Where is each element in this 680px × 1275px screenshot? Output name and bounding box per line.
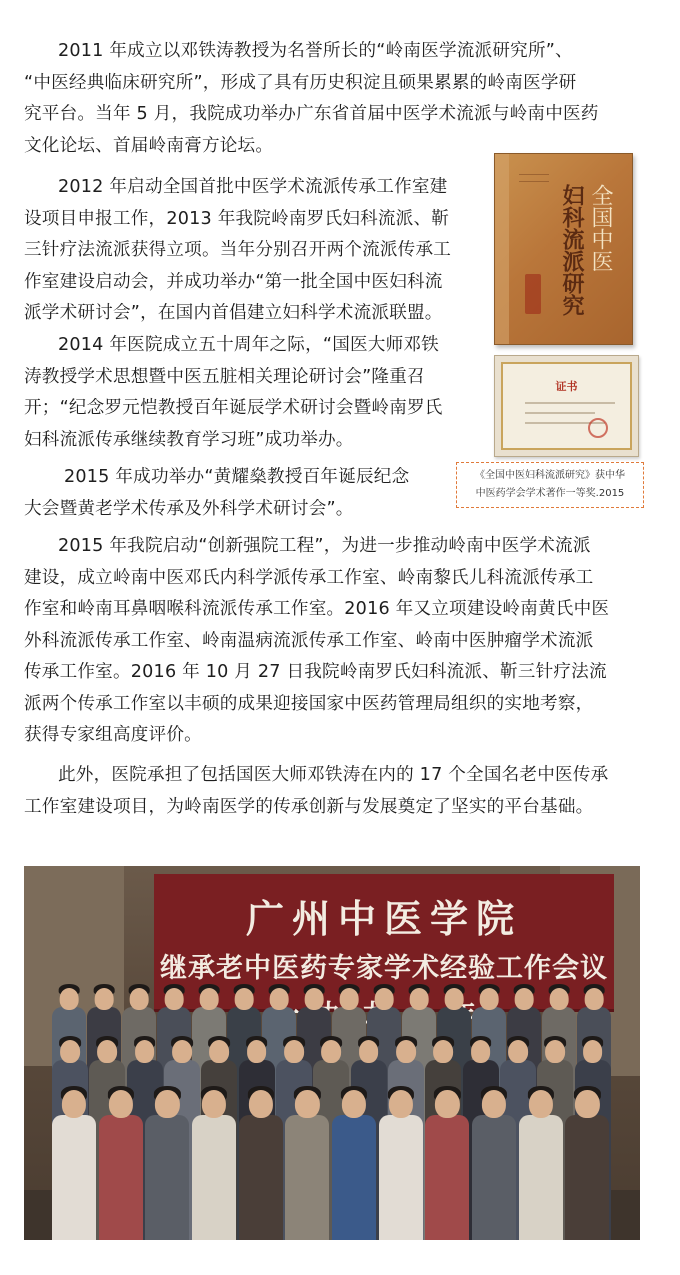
person-figure bbox=[519, 1088, 563, 1240]
person-head bbox=[359, 1040, 379, 1063]
person-head bbox=[135, 1040, 155, 1063]
person-head bbox=[435, 1090, 459, 1118]
paragraph-line: 文化论坛、首届岭南膏方论坛。 bbox=[24, 135, 274, 156]
paragraph-line: 妇科流派传承继续教育学习班”成功举办。 bbox=[24, 429, 354, 450]
person-figure bbox=[472, 1088, 516, 1240]
certificate-frame bbox=[501, 362, 632, 450]
paragraph-6 bbox=[24, 760, 608, 823]
person-body bbox=[379, 1115, 423, 1240]
person-figure bbox=[145, 1088, 189, 1240]
person-head bbox=[515, 988, 534, 1010]
paragraph-2 bbox=[24, 172, 451, 330]
person-body bbox=[52, 1115, 96, 1240]
person-body bbox=[145, 1115, 189, 1240]
paragraph-line: 作室和岭南耳鼻咽喉科流派传承工作室。2016 年又立项建设岭南黄氏中医 bbox=[24, 599, 610, 619]
person-head bbox=[60, 988, 79, 1010]
person-head bbox=[155, 1090, 179, 1118]
person-head bbox=[529, 1090, 553, 1118]
paragraph-line: 2014 年医院成立五十周年之际，“国医大师邓铁 bbox=[58, 335, 439, 355]
person-head bbox=[340, 988, 359, 1010]
paragraph-line: 派学术研讨会”，在国内首倡建立妇科学术流派联盟。 bbox=[24, 303, 443, 323]
person-head bbox=[545, 1040, 565, 1063]
person-body bbox=[192, 1115, 236, 1240]
certificate-text-line bbox=[525, 402, 615, 404]
paragraph-line: 三针疗法流派获得立项。当年分别召开两个流派传承工 bbox=[24, 240, 452, 260]
paragraph-5 bbox=[24, 531, 609, 752]
person-figure bbox=[379, 1088, 423, 1240]
paragraph-line: 开；“纪念罗元恺教授百年诞辰学术研讨会暨岭南罗氏 bbox=[24, 398, 443, 418]
person-head bbox=[95, 988, 114, 1010]
person-head bbox=[583, 1040, 603, 1063]
person-body bbox=[99, 1115, 143, 1240]
paragraph-line: 获得专家组高度评价。 bbox=[24, 725, 202, 745]
person-figure bbox=[285, 1088, 329, 1240]
person-head bbox=[284, 1040, 304, 1063]
caption-line-1: 《全国中医妇科流派研究》获中华 bbox=[475, 470, 625, 481]
caption-line-2: 中医药学会学术著作一等奖.2015 bbox=[475, 488, 625, 499]
person-head bbox=[508, 1040, 528, 1063]
person-head bbox=[200, 988, 219, 1010]
person-body bbox=[565, 1115, 609, 1240]
person-head bbox=[396, 1040, 416, 1063]
person-body bbox=[239, 1115, 283, 1240]
person-head bbox=[480, 988, 499, 1010]
person-head bbox=[471, 1040, 491, 1063]
person-head bbox=[305, 988, 324, 1010]
person-figure bbox=[565, 1088, 609, 1240]
person-head bbox=[62, 1090, 86, 1118]
paragraph-line: 2012 年启动全国首批中医学术流派传承工作室建 bbox=[58, 177, 448, 197]
paragraph-line: 2015 年成功举办“黄耀燊教授百年诞辰纪念 bbox=[64, 467, 410, 487]
person-head bbox=[249, 1090, 273, 1118]
person-head bbox=[130, 988, 149, 1010]
person-head bbox=[410, 988, 429, 1010]
book-title-main: 全国中医 bbox=[588, 184, 613, 272]
person-head bbox=[575, 1090, 599, 1118]
certificate-seal bbox=[588, 418, 608, 438]
banner-subtitle: 继承老中医药专家学术经验工作会议 bbox=[160, 953, 608, 984]
person-figure bbox=[425, 1088, 469, 1240]
paragraph-line: 传承工作室。2016 年 10 月 27 日我院岭南罗氏妇科流派、靳三针疗法流 bbox=[24, 662, 607, 682]
person-body bbox=[285, 1115, 329, 1240]
person-figure bbox=[192, 1088, 236, 1240]
paragraph-line: 涛教授学术思想暨中医五脏相关理论研讨会”隆重召 bbox=[24, 366, 425, 387]
person-head bbox=[321, 1040, 341, 1063]
person-head bbox=[109, 1090, 133, 1118]
person-head bbox=[295, 1090, 319, 1118]
person-head bbox=[445, 988, 464, 1010]
person-body bbox=[519, 1115, 563, 1240]
person-head bbox=[342, 1090, 366, 1118]
paragraph-line: 大会暨黄老学术传承及外科学术研讨会”。 bbox=[24, 498, 354, 519]
certificate-title: 证书 bbox=[555, 380, 578, 393]
person-head bbox=[172, 1040, 192, 1063]
person-head bbox=[482, 1090, 506, 1118]
person-head bbox=[235, 988, 254, 1010]
paragraph-line: 究平台。当年 5 月，我院成功举办广东省首届中医学术流派与岭南中医药 bbox=[24, 104, 599, 124]
person-head bbox=[375, 988, 394, 1010]
paragraph-4 bbox=[24, 462, 409, 525]
paragraph-line: 外科流派传承工作室、岭南温病流派传承工作室、岭南中医肿瘤学术流派 bbox=[24, 630, 594, 651]
book-seal bbox=[525, 274, 541, 314]
person-body bbox=[425, 1115, 469, 1240]
paragraph-line: 此外，医院承担了包括国医大师邓铁涛在内的 17 个全国名老中医传承 bbox=[58, 765, 609, 785]
paragraph-line: 作室建设启动会，并成功举办“第一批全国中医妇科流 bbox=[24, 271, 443, 292]
book-author-mark bbox=[519, 174, 549, 182]
paragraph-line: 工作室建设项目，为岭南医学的传承创新与发展奠定了坚实的平台基础。 bbox=[24, 796, 594, 817]
book-cover-image bbox=[494, 153, 633, 345]
paragraph-line: 2011 年成立以邓铁涛教授为名誉所长的“岭南医学流派研究所”、 bbox=[58, 41, 573, 61]
person-head bbox=[60, 1040, 80, 1063]
person-figure bbox=[332, 1088, 376, 1240]
person-head bbox=[247, 1040, 267, 1063]
person-head bbox=[433, 1040, 453, 1063]
person-body bbox=[332, 1115, 376, 1240]
book-spine bbox=[495, 154, 509, 344]
person-head bbox=[209, 1040, 229, 1063]
paragraph-line: 建设，成立岭南中医邓氏内科学派传承工作室、岭南黎氏儿科流派传承工 bbox=[24, 567, 594, 588]
paragraph-line: 派两个传承工作室以丰硕的成果迎接国家中医药管理局组织的实地考察， bbox=[24, 693, 594, 714]
banner-title: 广州中医学院 bbox=[245, 897, 522, 941]
person-head bbox=[165, 988, 184, 1010]
image-caption bbox=[456, 462, 644, 508]
paragraph-line: “中医经典临床研究所”，形成了具有历史积淀且硕果累累的岭南医学研 bbox=[24, 72, 577, 93]
book-title-sub: 妇科流派研究 bbox=[559, 184, 585, 316]
paragraph-line: 设项目申报工作，2013 年我院岭南罗氏妇科流派、靳 bbox=[24, 208, 450, 229]
person-figure bbox=[52, 1088, 96, 1240]
person-body bbox=[472, 1115, 516, 1240]
person-head bbox=[202, 1090, 226, 1118]
person-head bbox=[550, 988, 569, 1010]
certificate-image bbox=[494, 355, 639, 457]
person-figure bbox=[99, 1088, 143, 1240]
paragraph-1 bbox=[24, 36, 599, 162]
person-head bbox=[270, 988, 289, 1010]
person-figure bbox=[239, 1088, 283, 1240]
person-head bbox=[389, 1090, 413, 1118]
group-photo bbox=[24, 866, 640, 1240]
certificate-text-line bbox=[525, 412, 595, 414]
paragraph-line: 2015 年我院启动“创新强院工程”，为进一步推动岭南中医学术流派 bbox=[58, 536, 591, 556]
person-head bbox=[585, 988, 604, 1010]
person-head bbox=[97, 1040, 117, 1063]
paragraph-3 bbox=[24, 330, 443, 456]
